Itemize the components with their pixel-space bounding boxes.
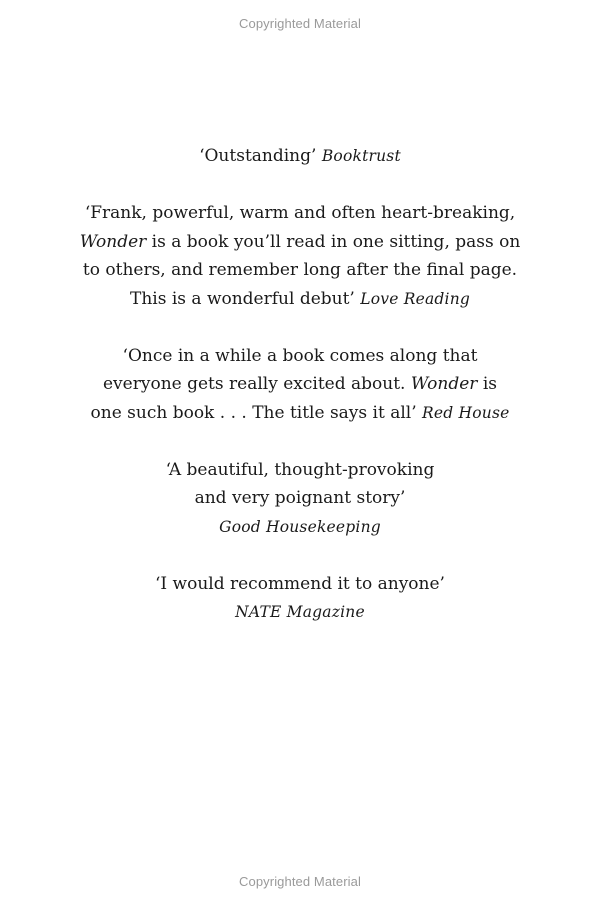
quote-love-reading [0, 199, 600, 313]
watermark-bottom: Copyrighted Material [239, 874, 361, 889]
quote-line: ‘Once in a while a book comes along that [122, 345, 478, 366]
book-title: Wonder [410, 374, 478, 394]
quote-text: one such book . . . The title says it all’ [90, 402, 417, 423]
quote-text: is a book you’ll read in one sitting, pass on [146, 231, 521, 252]
quote-line [0, 142, 600, 171]
review-quotes [0, 142, 600, 655]
quote-source: NATE Magazine [235, 603, 365, 621]
quote-text: ‘Outstanding’ [199, 146, 317, 166]
quote-text: This is a wonderful debut’ [129, 288, 355, 309]
quote-line [0, 370, 600, 399]
quote-text: is [477, 374, 497, 394]
quote-line [0, 399, 600, 428]
watermark-top: Copyrighted Material [239, 16, 361, 31]
quote-line: and very poignant story’ [194, 488, 406, 508]
quote-text: everyone gets really excited about. [103, 374, 411, 394]
quote-good-housekeeping [0, 456, 600, 542]
quote-source: Red House [422, 403, 510, 422]
book-title: Wonder [79, 231, 147, 252]
quote-nate-magazine [0, 570, 600, 627]
quote-booktrust [0, 142, 600, 171]
quote-line: to others, and remember long after the final page. [82, 260, 518, 280]
quote-source: Booktrust [321, 147, 401, 165]
quote-line: ‘A beautiful, thought-provoking [165, 459, 435, 480]
quote-source: Love Reading [360, 289, 470, 308]
quote-source: Good Housekeeping [219, 517, 381, 536]
quote-line [0, 285, 600, 314]
quote-red-house [0, 342, 600, 428]
quote-line: ‘I would recommend it to anyone’ [155, 573, 445, 594]
quote-line: ‘Frank, powerful, warm and often heart-breaking, [84, 203, 516, 223]
quote-line [0, 228, 600, 257]
